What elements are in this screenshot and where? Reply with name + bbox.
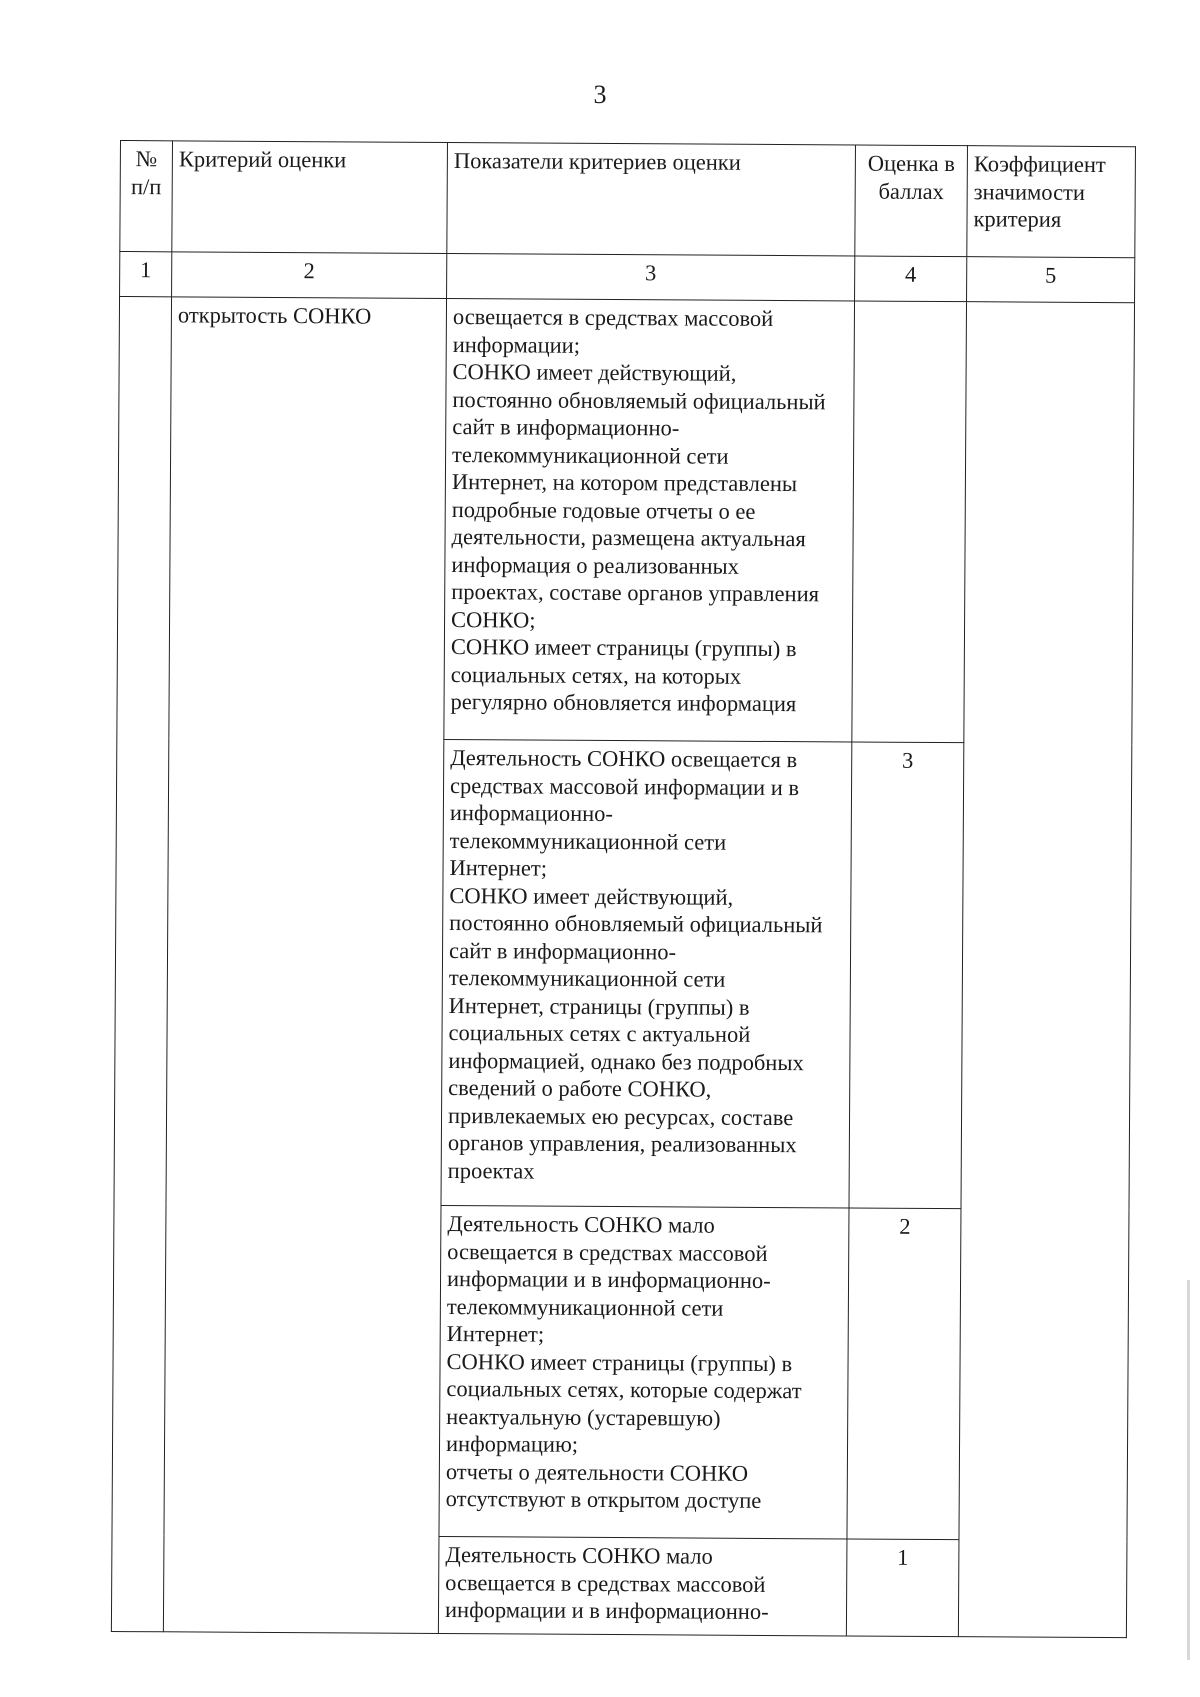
coefficient-cell — [958, 302, 1134, 1638]
indicator-line: информации и в информационно- — [444, 1597, 769, 1624]
indicator-text — [445, 1541, 840, 1626]
header-coefficient: Коэффициент значимости критерия — [967, 146, 1136, 258]
indicator-line: СОНКО имеет страницы (группы) в — [446, 1348, 793, 1376]
column-number: 5 — [967, 257, 1135, 303]
indicator-line: органов управления, реализованных — [447, 1130, 797, 1158]
indicator-cell — [439, 1205, 849, 1538]
indicator-line: телекоммуникационной сети — [448, 965, 726, 992]
column-number: 4 — [855, 256, 967, 302]
indicator-line: проектах, составе органов управления — [451, 579, 820, 607]
header-indicators: Показатели критериев оценки — [447, 143, 856, 256]
indicator-line: СОНКО имеет действующий, — [452, 359, 737, 386]
indicator-line: отсутствуют в открытом доступе — [445, 1486, 762, 1513]
indicator-line: сведений о работе СОНКО, — [448, 1075, 712, 1102]
column-number: 2 — [172, 252, 447, 299]
scan-edge-mark — [1187, 1280, 1190, 1660]
indicator-line: сайт в информационно- — [452, 414, 680, 441]
indicator-line: неактуальную (устаревшую) — [446, 1403, 721, 1431]
score-cell: 1 — [846, 1539, 959, 1637]
indicator-line: постоянно обновляемый официальный — [452, 386, 826, 414]
score-cell: 2 — [847, 1208, 961, 1540]
indicator-line: телекоммуникационной сети — [446, 1293, 724, 1321]
column-number-row — [120, 252, 1135, 303]
indicator-line: отчеты о деятельности СОНКО — [445, 1458, 749, 1486]
score-cell: 3 — [849, 742, 964, 1209]
indicator-line: информацию; — [445, 1431, 579, 1457]
indicator-line: Деятельность СОНКО мало — [445, 1542, 713, 1569]
indicator-text — [448, 744, 846, 1186]
indicator-line: средствах массовой информации и в — [449, 772, 800, 800]
page-number: 3 — [593, 80, 607, 109]
column-number: 3 — [447, 253, 855, 300]
indicator-line: социальных сетях с актуальной — [448, 1020, 751, 1047]
indicator-cell — [438, 1536, 847, 1635]
table-header-row — [120, 141, 1136, 258]
indicator-cell — [441, 739, 852, 1207]
indicator-line: СОНКО имеет действующий, — [449, 882, 734, 910]
indicator-line: привлекаемых ею ресурсах, составе — [447, 1102, 794, 1130]
indicator-line: освещается в средствах массовой — [445, 1569, 766, 1597]
score-cell — [852, 301, 967, 743]
indicator-line: освещается в средствах массовой — [447, 1238, 768, 1266]
indicator-line: СОНКО; — [451, 606, 536, 633]
indicator-line: регулярно обновляется информация — [450, 689, 797, 717]
indicator-line: Деятельность СОНКО освещается в — [450, 745, 798, 773]
indicator-line: информации и в информационно- — [446, 1266, 771, 1293]
indicator-line: подробные годовые отчеты о ее — [451, 496, 756, 524]
indicator-line: телекоммуникационной сети — [449, 827, 727, 855]
indicator-line: освещается в средствах массовой — [452, 304, 774, 331]
indicator-line: постоянно обновляемый официальный — [449, 910, 823, 938]
indicator-line: социальных сетях, на которых — [450, 661, 742, 689]
indicator-line: проектах — [447, 1157, 535, 1184]
indicator-line: информация о реализованных — [451, 551, 740, 579]
criteria-table — [111, 140, 1136, 1638]
indicator-line: деятельности, размещена актуальная — [451, 524, 806, 552]
indicator-line: социальных сетях, которые содержат — [446, 1376, 802, 1404]
header-number: № п/п — [120, 141, 173, 252]
indicator-line: телекоммуникационной сети — [452, 441, 729, 469]
indicator-line: информационно- — [449, 800, 614, 827]
indicator-line: Интернет, на котором представлены — [451, 469, 798, 497]
indicator-line: Интернет, страницы (группы) в — [448, 992, 750, 1020]
indicator-line: Интернет; — [446, 1321, 545, 1347]
row-number-cell — [111, 297, 171, 1632]
header-criterion: Критерий оценки — [172, 141, 448, 254]
indicator-line: сайт в информационно- — [448, 937, 677, 964]
indicator-text — [446, 1210, 843, 1515]
indicator-line: Деятельность СОНКО мало — [447, 1211, 715, 1238]
column-number: 1 — [120, 252, 172, 297]
indicator-cell — [444, 298, 855, 741]
table-row — [117, 297, 1135, 744]
indicator-line: Интернет; — [449, 855, 548, 881]
header-score: Оценка в баллах — [855, 145, 968, 257]
indicator-line: информации; — [452, 331, 581, 358]
criterion-cell: открытость СОНКО — [163, 297, 446, 1634]
indicator-line: СОНКО имеет страницы (группы) в — [450, 634, 797, 662]
indicator-line: информацией, однако без подробных — [448, 1047, 804, 1075]
indicator-text — [450, 303, 848, 718]
